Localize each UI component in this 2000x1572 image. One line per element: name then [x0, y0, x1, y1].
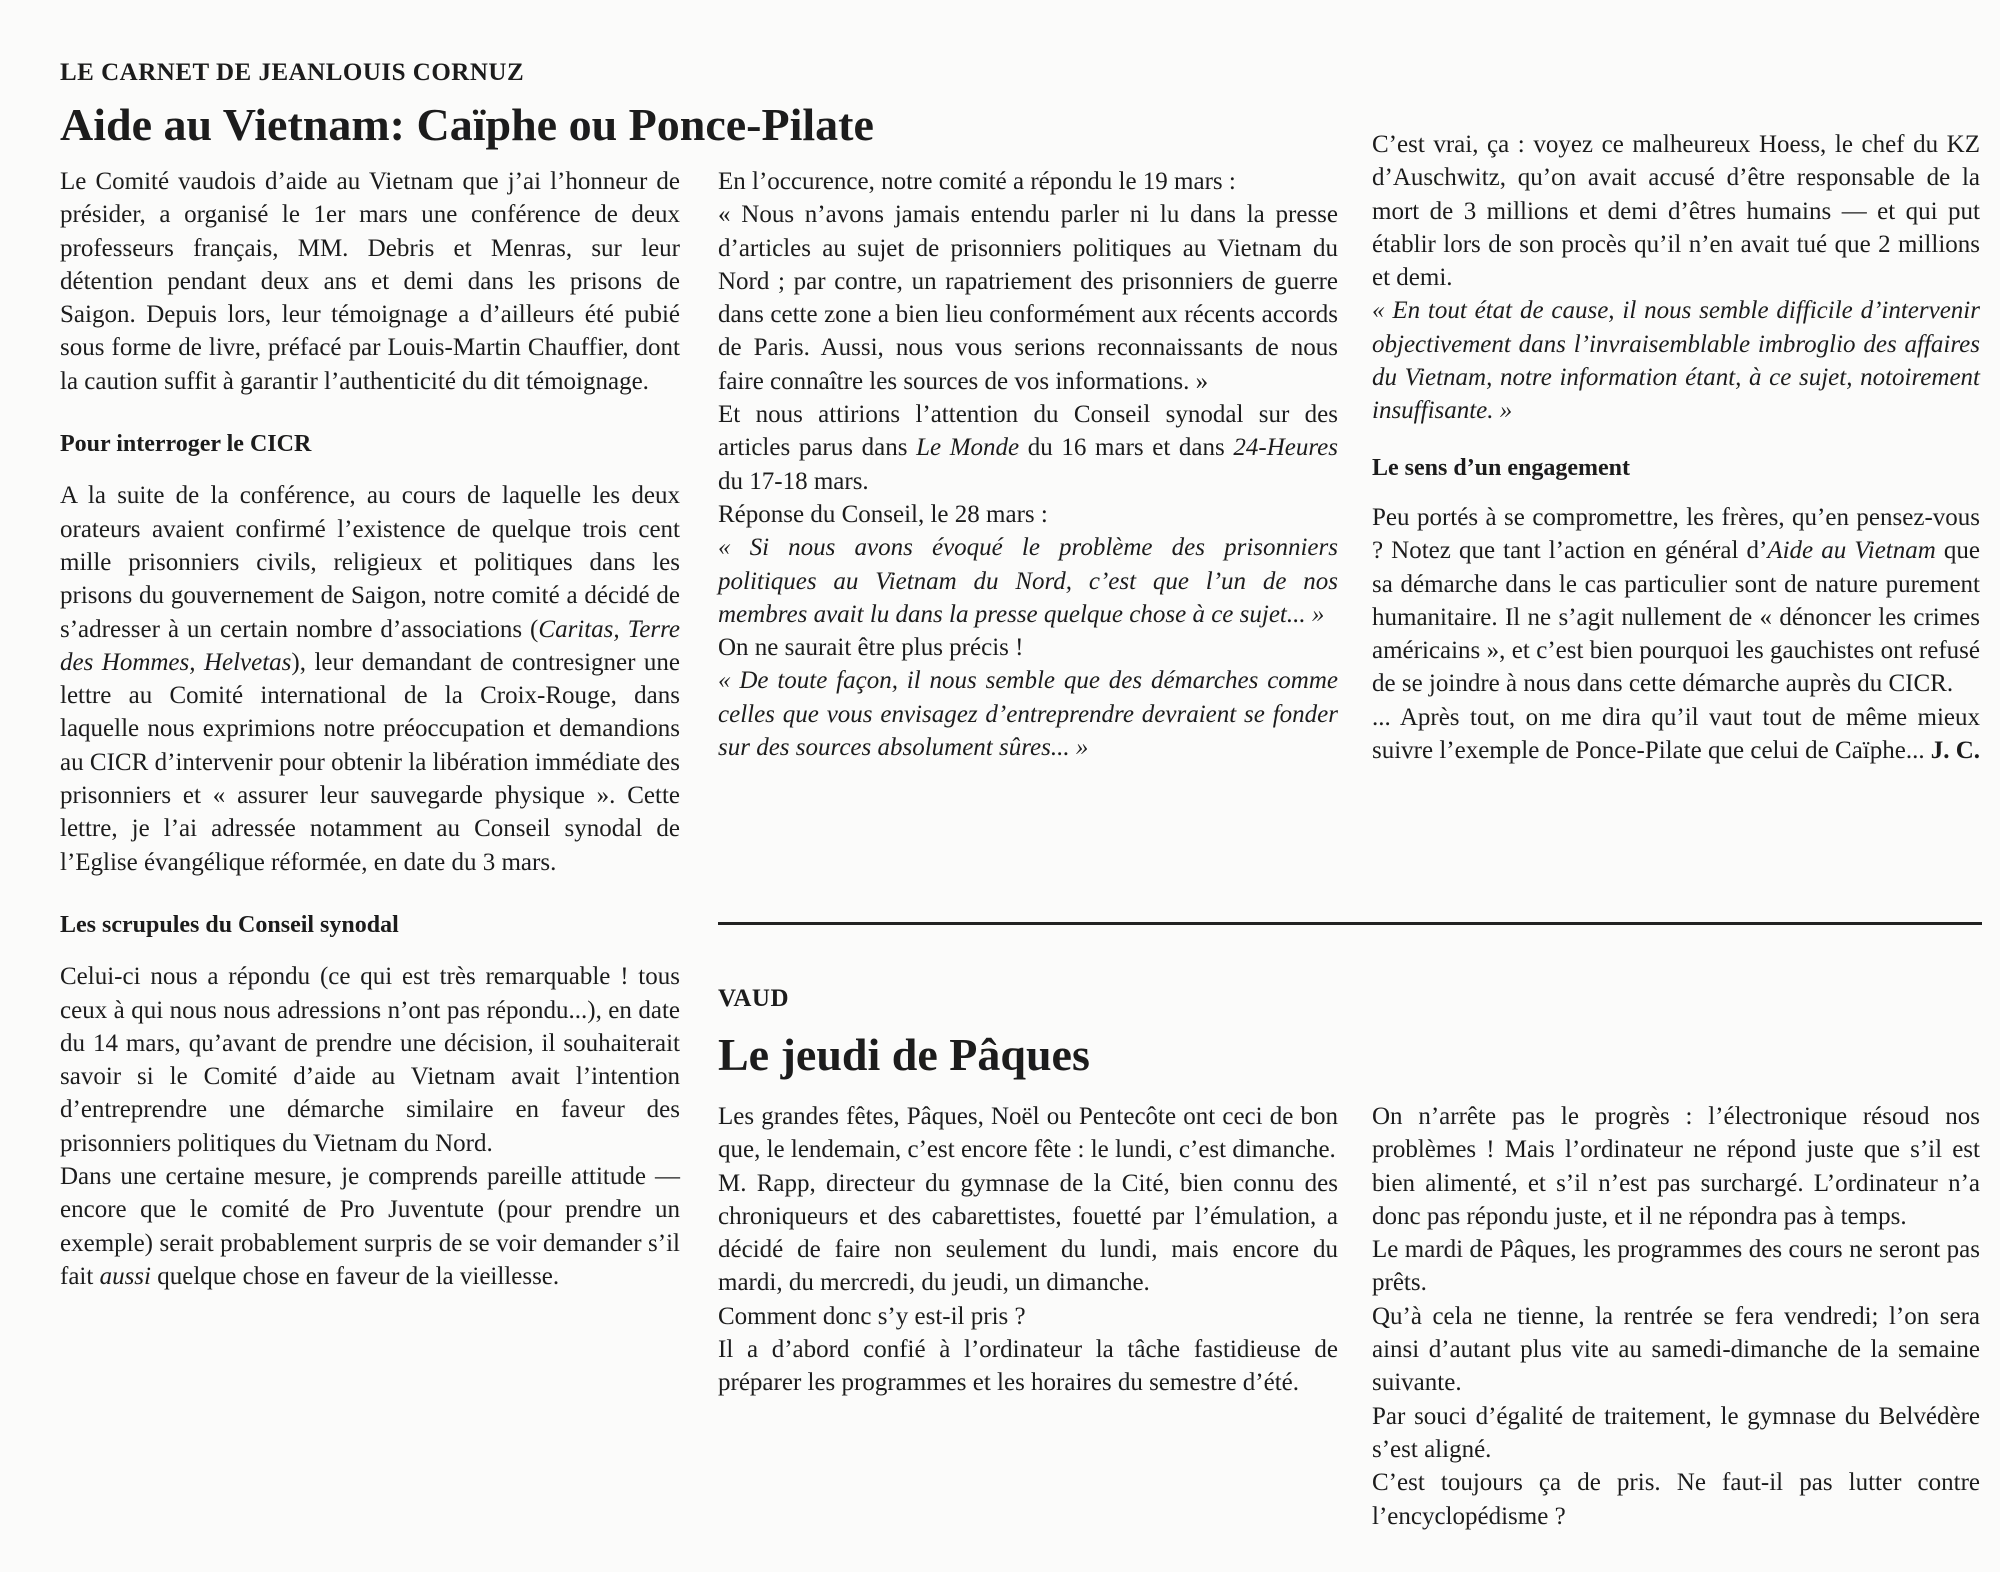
article2-paragraph: Par souci d’égalité de traitement, le gymnase du Belvédère s’est aligné. — [1372, 1402, 1980, 1463]
article1-paragraph: C’est vrai, ça : voyez ce malheureux Hoess, le chef du KZ d’Auschwitz, qu’on avait accusé d’être responsable de la mort de 3 millions et demi d’êtres humains — et qui put établir lors de son procès qu’il n’en avait tué que 2 millions et demi. — [1372, 131, 1980, 292]
article1-column-2 — [718, 165, 1338, 764]
text-run-italic: 24-Heures — [1233, 434, 1339, 462]
article1-paragraph — [718, 398, 1338, 498]
article2-paragraph: Qu’à cela ne tienne, la rentrée se fera vendredi; l’on sera ainsi d’autant plus vite au samedi-dimanche de la semaine suivante. — [1372, 1302, 1980, 1397]
article1-paragraph — [60, 1160, 680, 1293]
text-run: ), leur demandant de contresigner une lettre au Comité international de la Croix-Rouge, dans laquelle nous exprimions notre préoccupation et demandions au CICR d’intervenir pour obtenir la libération immédiate des prisonniers et « assurer leur sauvegarde physique ». Cette lettre, je l’ai adressée notamment au Conseil synodal de l’Eglise évangélique réformée, en date du 3 mars. — [60, 648, 681, 876]
article1-quote — [718, 531, 1338, 631]
article2-column-2 — [1372, 1100, 1980, 1533]
article1-paragraph — [1372, 501, 1980, 701]
section-divider — [718, 922, 1982, 925]
text-run-italic: Le Monde — [916, 434, 1020, 462]
article1-paragraph — [60, 479, 680, 879]
article1-paragraph: On ne saurait être plus précis ! — [718, 634, 1024, 662]
article1-headline: Aide au Vietnam: Caïphe ou Ponce-Pilate — [60, 99, 874, 151]
article2-paragraph: Les grandes fêtes, Pâques, Noël ou Pentecôte ont ceci de bon que, le lendemain, c’est encore fête : le lundi, c’est dimanche. — [718, 1103, 1338, 1164]
article1-paragraph — [1372, 701, 1980, 768]
text-run-italic: Caritas, Terre des Hommes, Helvetas — [60, 615, 680, 676]
article2-paragraph: Le mardi de Pâques, les programmes des cours ne seront pas prêts. — [1372, 1236, 1980, 1297]
article2-paragraph: Il a d’abord confié à l’ordinateur la tâche fastidieuse de préparer les programmes et les horaires du semestre d’été. — [718, 1336, 1338, 1397]
article2-header — [718, 982, 1982, 1083]
text-run: Dans une certaine mesure, je comprends pareille attitude — encore que le comité de Pro Juventute (pour prendre un exemple) serait probablement surpris de se voir demander s’il fait — [60, 1163, 680, 1290]
article1-subheading-conseil: Les scrupules du Conseil synodal — [60, 911, 399, 938]
article2-kicker: VAUD — [718, 985, 789, 1012]
article1-column-1 — [60, 165, 680, 1293]
article1-intro: Le Comité vaudois d’aide au Vietnam que j’ai l’honneur de présider, a organisé le 1er mars une conférence de deux professeurs français, MM. Debris et Menras, sur leur détention pendant deux ans et demi dans les prisons de Saigon. Depuis lors, leur témoignage a d’ailleurs été pubié sous forme de livre, préfacé par Louis-Martin Chauffier, dont la caution suffit à garantir l’authenticité du dit témoignage. — [60, 168, 680, 395]
article1-subheading-engagement: Le sens d’un engagement — [1372, 454, 1631, 481]
article1-paragraph: Réponse du Conseil, le 28 mars : — [718, 500, 1048, 528]
text-run: du 16 mars et dans — [1019, 434, 1234, 462]
text-run-italic: « En tout état de cause, il nous semble difficile d’intervenir objectivement dans l’invraisemblable imbroglio des affaires du Vietnam, notre information étant, à ce sujet, notoirement insuffisante. » — [1372, 297, 1980, 425]
text-run: du 17-18 mars. — [718, 467, 869, 495]
text-run: Peu portés à se compromettre, les frères, qu’en pensez-vous ? Notez que tant l’action en général d’ — [1372, 503, 1980, 565]
text-run-italic: « Si nous avons évoqué le problème des prisonniers politiques au Vietnam du Nord, c’est que l’un de nos membres avait lu dans la presse quelque chose à ce sujet... » — [718, 534, 1338, 628]
text-run: Et nous attirions l’attention du Conseil synodal sur des articles parus dans — [718, 401, 1338, 462]
text-run: A la suite de la conférence, au cours de laquelle les deux orateurs avaient confirmé l’existence de quelque trois cent mille prisonniers civils, religieux et politiques dans les prisons du gouvernement de Saigon, notre comité a décidé de s’adresser à un certain nombre d’associations ( — [60, 482, 680, 643]
text-run-italic: Aide au Vietnam — [1767, 537, 1936, 565]
text-run: que sa démarche dans le cas particulier sont de nature purement humanitaire. Il ne s’agit nullement de « dénoncer les crimes américains », et c’est bien pourquoi les gauchistes ont refusé de se joindre à nous dans cette démarche auprès du CICR. — [1372, 537, 1980, 698]
article2-headline: Le jeudi de Pâques — [718, 1029, 1090, 1081]
article1-kicker: LE CARNET DE JEANLOUIS CORNUZ — [60, 59, 525, 86]
article1-quote — [1372, 294, 1980, 427]
article1-paragraph: « Nous n’avons jamais entendu parler ni lu dans la presse d’articles au sujet de prisonniers politiques au Vietnam du Nord ; par contre, un rapatriement des prisonniers de guerre dans cette zone a bien lieu conformément aux récents accords de Paris. Aussi, nous vous serions reconnaissants de nous faire connaître les sources de vos informations. » — [718, 201, 1338, 395]
article1-subheading-cicr: Pour interroger le CICR — [60, 431, 312, 458]
article2-paragraph: M. Rapp, directeur du gymnase de la Cité, bien connu des chroniqueurs et des cabarettistes, fouetté par l’émulation, a décidé de faire non seulement du lundi, mais encore du mardi, du mercredi, du jeudi, un dimanche. — [718, 1169, 1338, 1297]
text-run-italic: aussi — [99, 1262, 151, 1290]
article1-signature: J. C. — [1930, 737, 1980, 765]
article1-header — [60, 56, 1020, 153]
text-run: quelque chose en faveur de la vieillesse. — [150, 1262, 560, 1290]
text-run-italic: « De toute façon, il nous semble que des démarches comme celles que vous envisagez d’entreprendre devraient se fonder sur des sources absolument sûres... » — [718, 667, 1338, 762]
article1-column-3 — [1372, 62, 1980, 767]
article2-paragraph: Comment donc s’y est-il pris ? — [718, 1302, 1026, 1330]
article2-column-1 — [718, 1100, 1338, 1400]
article1-paragraph: Celui-ci nous a répondu (ce qui est très remarquable ! tous ceux à qui nous nous adressions n’ont pas répondu...), en date du 14 mars, qu’avant de prendre une décision, il souhaiterait savoir si le Comité d’aide au Vietnam avait l’intention d’entreprendre une démarche similaire en faveur des prisonniers politiques du Vietnam du Nord. — [60, 963, 680, 1157]
article1-quote — [718, 664, 1338, 764]
text-run: ... Après tout, on me dira qu’il vaut tout de même mieux suivre l’exemple de Ponce-Pilate que celui de Caïphe... — [1372, 703, 1980, 765]
article1-paragraph: En l’occurence, notre comité a répondu le 19 mars : — [718, 168, 1236, 195]
article2-paragraph: On n’arrête pas le progrès : l’électronique résoud nos problèmes ! Mais l’ordinateur ne répond juste que s’il est bien alimenté, et s’il n’est pas surchargé. L’ordinateur n’a donc pas répondu juste, et il ne répondra pas à temps. — [1372, 1103, 1980, 1230]
article2-paragraph: C’est toujours ça de pris. Ne faut-il pas lutter contre l’encyclopédisme ? — [1372, 1469, 1980, 1530]
